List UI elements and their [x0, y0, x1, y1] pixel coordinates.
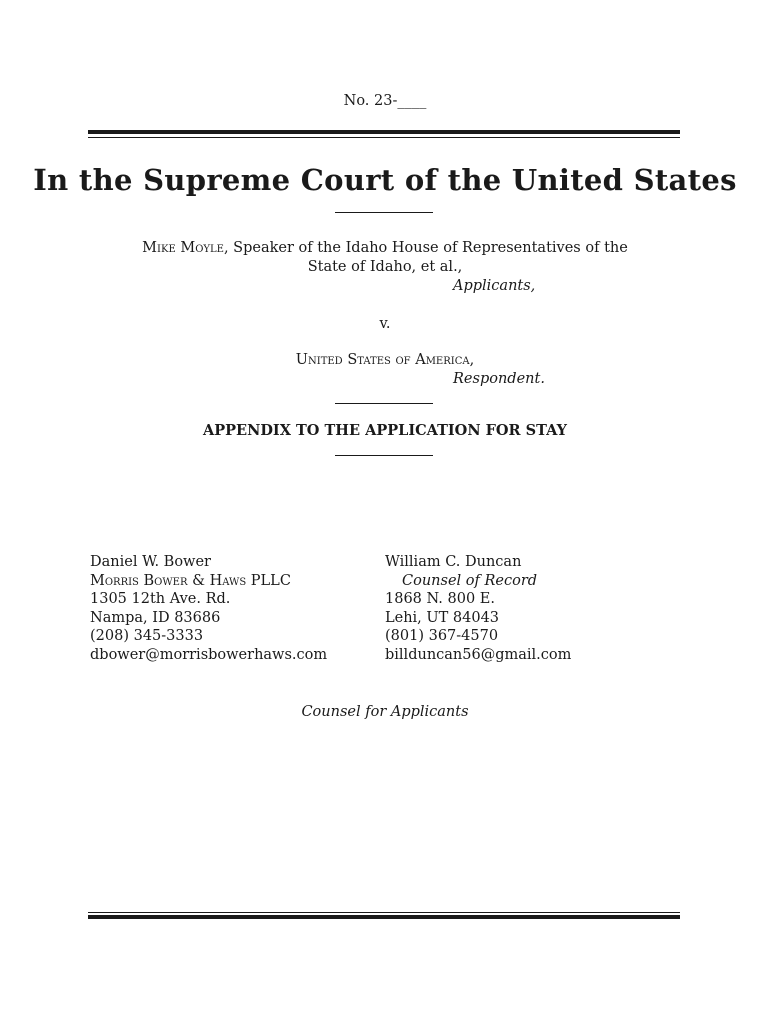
counsel-right-block — [385, 553, 571, 665]
counsel-right-email: billduncan56@gmail.com — [385, 646, 572, 663]
counsel-left-address-1: 1305 12th Ave. Rd. — [90, 591, 231, 608]
counsel-left-block — [90, 553, 327, 665]
divider-3 — [335, 455, 433, 456]
counsel-left-address-2: Nampa, ID 83686 — [90, 609, 221, 626]
docket-number: No. 23-____ — [343, 93, 427, 109]
respondent-name: United States of America — [295, 352, 470, 368]
bottom-rule-thin — [88, 912, 680, 913]
counsel-right-phone: (801) 367-4570 — [385, 628, 499, 645]
applicant-line-1 — [0, 239, 770, 257]
applicant-description: , Speaker of the Idaho House of Representatives of the — [223, 240, 628, 256]
respondent-comma: , — [469, 352, 475, 368]
applicant-line-2: State of Idaho, et al., — [307, 259, 463, 275]
counsel-right-address-2: Lehi, UT 84043 — [385, 609, 500, 626]
applicant-name: Mike Moyle — [142, 240, 224, 256]
divider-2 — [335, 403, 433, 404]
counsel-left-phone: (208) 345-3333 — [90, 628, 204, 645]
divider-1 — [335, 212, 433, 213]
respondent-line — [0, 351, 770, 369]
top-rule-thick — [88, 130, 680, 134]
top-rule-thin — [88, 137, 680, 138]
counsel-left-firm: Morris Bower & Haws PLLC — [90, 572, 291, 589]
versus: v. — [379, 316, 391, 332]
counsel-left-email: dbower@morrisbowerhaws.com — [90, 646, 328, 663]
counsel-left-name: Daniel W. Bower — [90, 554, 211, 570]
counsel-for-applicants: Counsel for Applicants — [301, 704, 469, 720]
court-title: In the Supreme Court of the United States — [33, 163, 737, 197]
counsel-right-role: Counsel of Record — [402, 572, 538, 589]
document-title: APPENDIX TO THE APPLICATION FOR STAY — [203, 422, 567, 439]
counsel-right-name: William C. Duncan — [385, 554, 522, 570]
counsel-right-address-1: 1868 N. 800 E. — [385, 591, 495, 608]
respondent-role: Respondent. — [453, 371, 545, 387]
applicant-role: Applicants, — [453, 278, 536, 294]
bottom-rule-thick — [88, 915, 680, 919]
